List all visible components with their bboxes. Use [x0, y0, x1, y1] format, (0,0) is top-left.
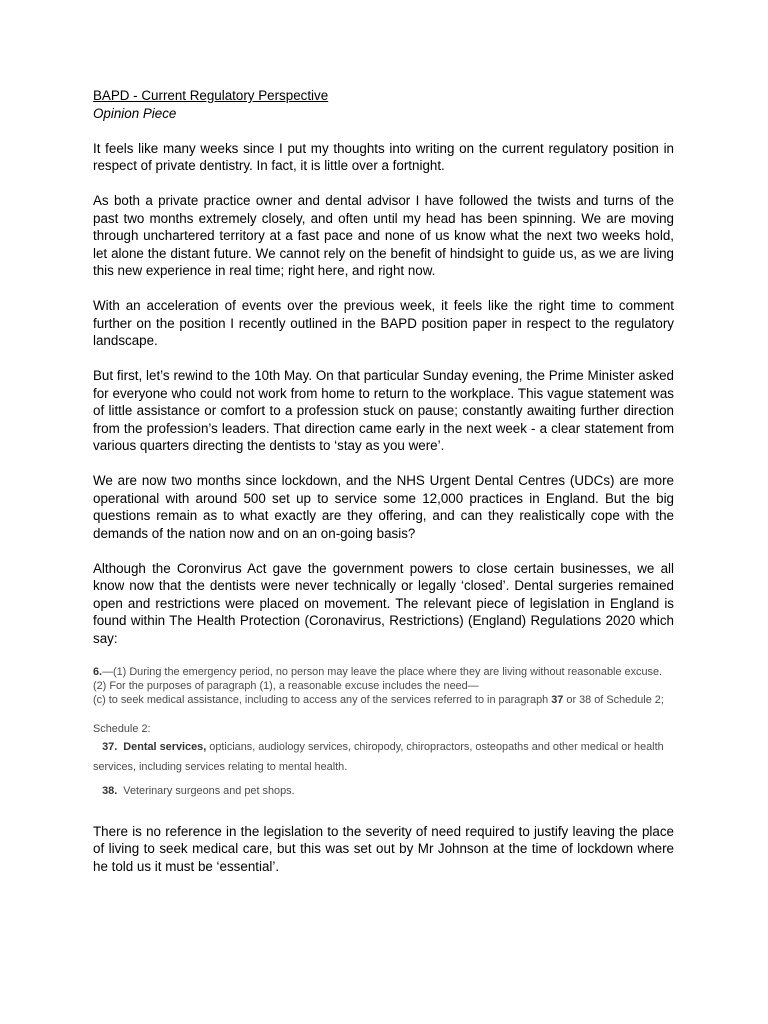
paragraph-coronavirus-act: Although the Coronvirus Act gave the government powers to close certain businesses, we all know now that the dentists were never technically or legally ‘closed’. Dental surgeries remained open and restrictions were placed on movement. The relevant piece of legislation in England is found within The Health Protection (Coronavirus, Restrictions) (England) Regulations 2020 which say: [93, 560, 674, 646]
schedule-item-38 [93, 781, 674, 801]
clause-c-ref: 37 [551, 694, 564, 707]
paragraph-closing: There is no reference in the legislation to the severity of need required to justify leaving the place of living to seek medical care, but this was set out by Mr Johnson at the time of lockdown where he told us it must be ‘essential’. [93, 823, 674, 874]
document-title: BAPD - Current Regulatory Perspective [93, 88, 329, 103]
schedule-heading: Schedule 2: [93, 723, 151, 736]
clause-c-text: (c) to seek medical assistance, including to access any of the services referred to in paragraph [93, 694, 552, 707]
legislation-quote [93, 665, 674, 708]
document-subtitle: Opinion Piece [93, 105, 177, 121]
schedule-item-37-text: opticians, audiology services, chiropody, chiropractors, osteopaths and other medical or health services, including services relating to mental health. [93, 740, 664, 773]
schedule-item-38-number: 38. [102, 784, 118, 797]
paragraph-intro: It feels like many weeks since I put my thoughts into writing on the current regulatory position in respect of private dentistry. In fact, it is little over a fortnight. [93, 140, 674, 173]
paragraph-advisor: As both a private practice owner and dental advisor I have followed the twists and turns of the past two months extremely closely, and often until my head has been spinning. We are moving through unchartered territory at a fast pace and none of us know what the next two weeks hold, let alone the distant future. We cannot rely on the benefit of hindsight to guide us, as we are living this new experience in real time; right here, and right now. [93, 193, 674, 278]
schedule-item-37-number: 37. [102, 740, 118, 753]
clause-text: —(1) During the emergency period, no person may leave the place where they are living without reasonable excuse. [102, 665, 663, 678]
schedule-item-38-text: Veterinary surgeons and pet shops. [123, 784, 295, 797]
paragraph-acceleration: With an acceleration of events over the previous week, it feels like the right time to comment further on the position I recently outlined in the BAPD position paper in respect to the regulatory landscape. [93, 298, 674, 348]
clause-c-text-end: or 38 of Schedule 2; [563, 694, 664, 707]
schedule-item-37 [93, 737, 674, 777]
legislation-clause-2: (2) For the purposes of paragraph (1), a reasonable excuse includes the need— [93, 679, 479, 692]
schedule-item-37-bold: Dental services, [123, 740, 207, 753]
legislation-clause-c [93, 693, 674, 707]
clause-number: 6. [93, 665, 103, 678]
paragraph-udcs: We are now two months since lockdown, and the NHS Urgent Dental Centres (UDCs) are more operational with around 500 set up to service some 12,000 practices in England. But the big questions remain as to what exactly are they offering, and can they realistically cope with the demands of the nation now and on an on-going basis? [93, 473, 674, 541]
schedule-quote [93, 722, 674, 800]
legislation-clause-1 [93, 665, 674, 679]
paragraph-rewind: But first, let’s rewind to the 10th May. On that particular Sunday evening, the Prime Minister asked for everyone who could not work from home to return to the workplace. This vague statement was of little assistance or comfort to a profession stuck on pause; constantly awaiting further direction from the profession’s leaders. That direction came early in the next week - a clear statement from various quarters directing the dentists to ‘stay as you were’. [93, 368, 674, 453]
document-page [93, 87, 674, 893]
